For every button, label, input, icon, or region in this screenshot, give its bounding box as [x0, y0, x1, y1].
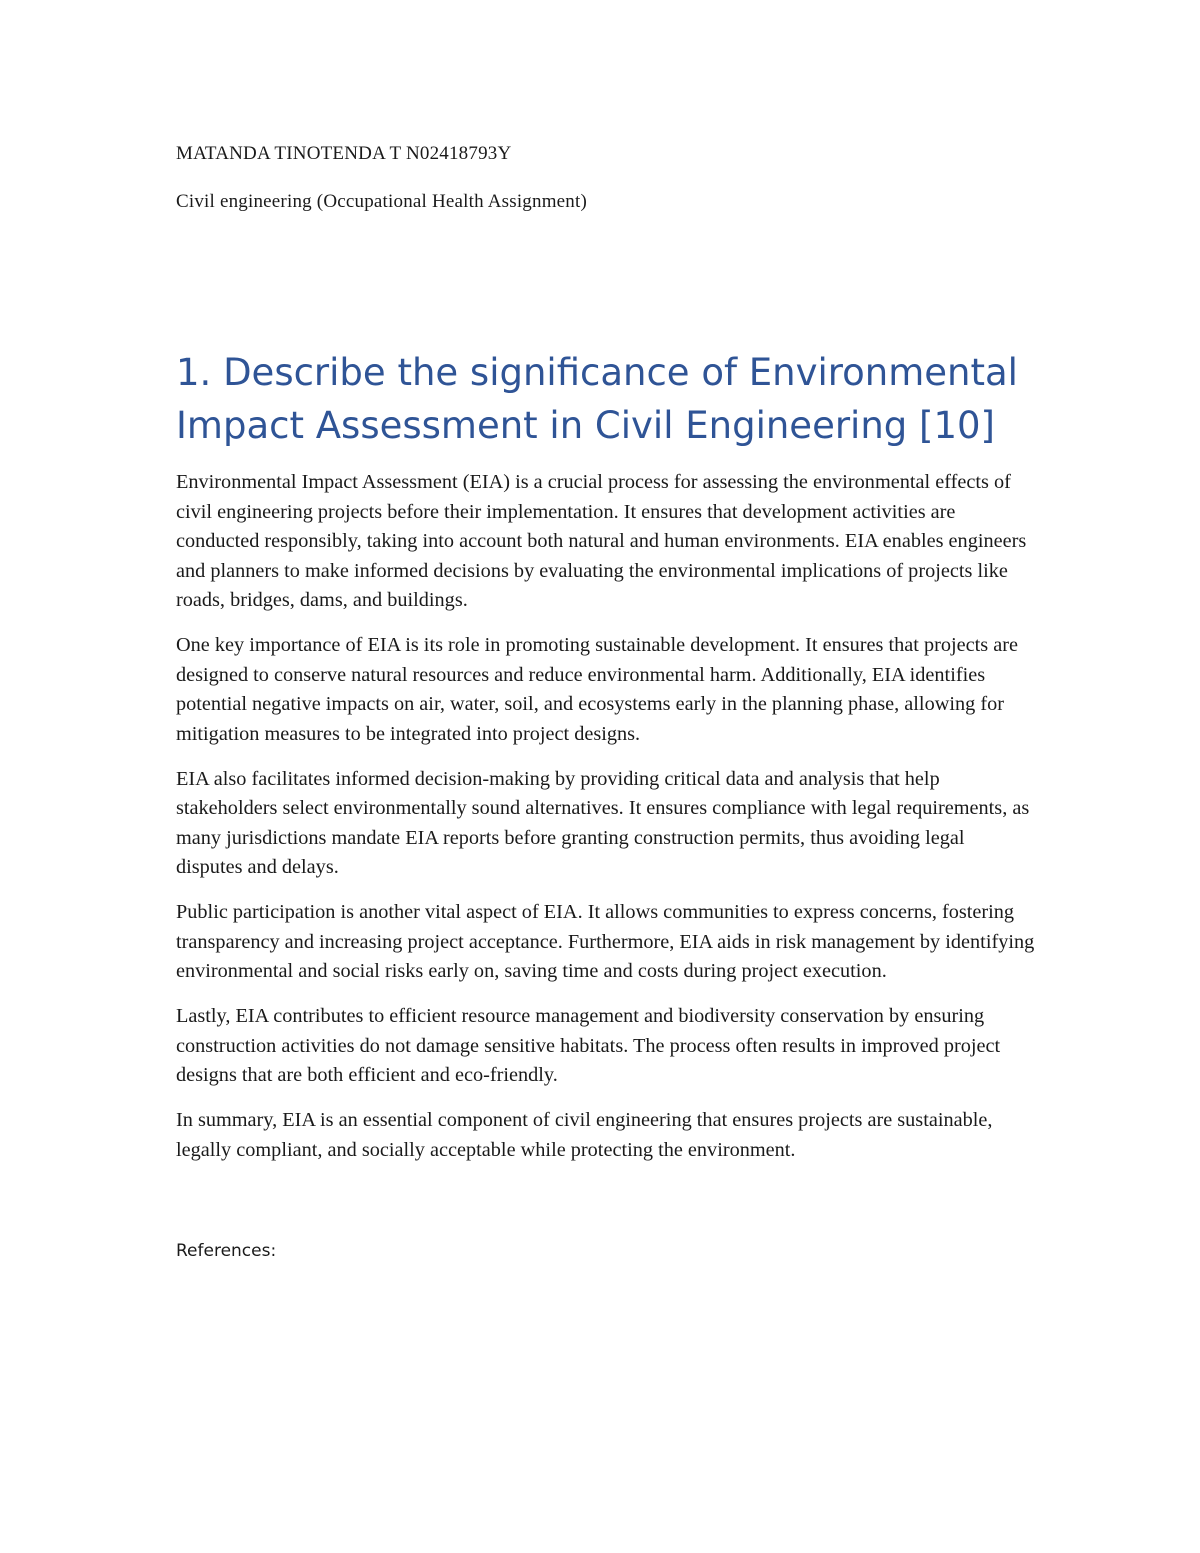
paragraph-public-participation: Public participation is another vital aspect of EIA. It allows communities to express concerns, fostering transparency and increasing project acceptance. Furthermore, EIA aids in risk management by identifying environmental and social risks early on, saving time and costs during project execution. [176, 901, 1035, 982]
references-label: References: [176, 1241, 277, 1261]
paragraph-resource-management: Lastly, EIA contributes to efficient resource management and biodiversity conservation by ensuring construction activities do not damage sensitive habitats. The process often results in improved project designs that are both efficient and eco-friendly. [176, 1005, 1001, 1086]
paragraph-summary: In summary, EIA is an essential component of civil engineering that ensures projects are sustainable, legally compliant, and socially acceptable while protecting the environment. [176, 1109, 993, 1161]
answer-paragraphs [176, 468, 1036, 1165]
question-heading: 1. Describe the significance of Environmental Impact Assessment in Civil Engineering [10] [176, 351, 1018, 447]
paragraph-sustainable-development: One key importance of EIA is its role in promoting sustainable development. It ensures that projects are designed to conserve natural resources and reduce environmental harm. Additionally, EIA identifies potential negative impacts on air, water, soil, and ecosystems early in the planning phase, allowing for mitigation measures to be integrated into project designs. [176, 634, 1019, 745]
paragraph-intro: Environmental Impact Assessment (EIA) is a crucial process for assessing the environmental effects of civil engineering projects before their implementation. It ensures that development activities are conducted responsibly, taking into account both natural and human environments. EIA enables engineers and planners to make informed decisions by evaluating the environmental implications of projects like roads, bridges, dams, and buildings. [176, 471, 1027, 611]
paragraph-decision-making: EIA also facilitates informed decision-making by providing critical data and analysis that help stakeholders select environmentally sound alternatives. It ensures compliance with legal requirements, as many jurisdictions mandate EIA reports before granting construction permits, thus avoiding legal disputes and delays. [176, 767, 1030, 878]
document-body [176, 140, 1036, 1263]
author-line: MATANDA TINOTENDA T N02418793Y [176, 143, 512, 164]
course-line: Civil engineering (Occupational Health Assignment) [176, 191, 588, 212]
